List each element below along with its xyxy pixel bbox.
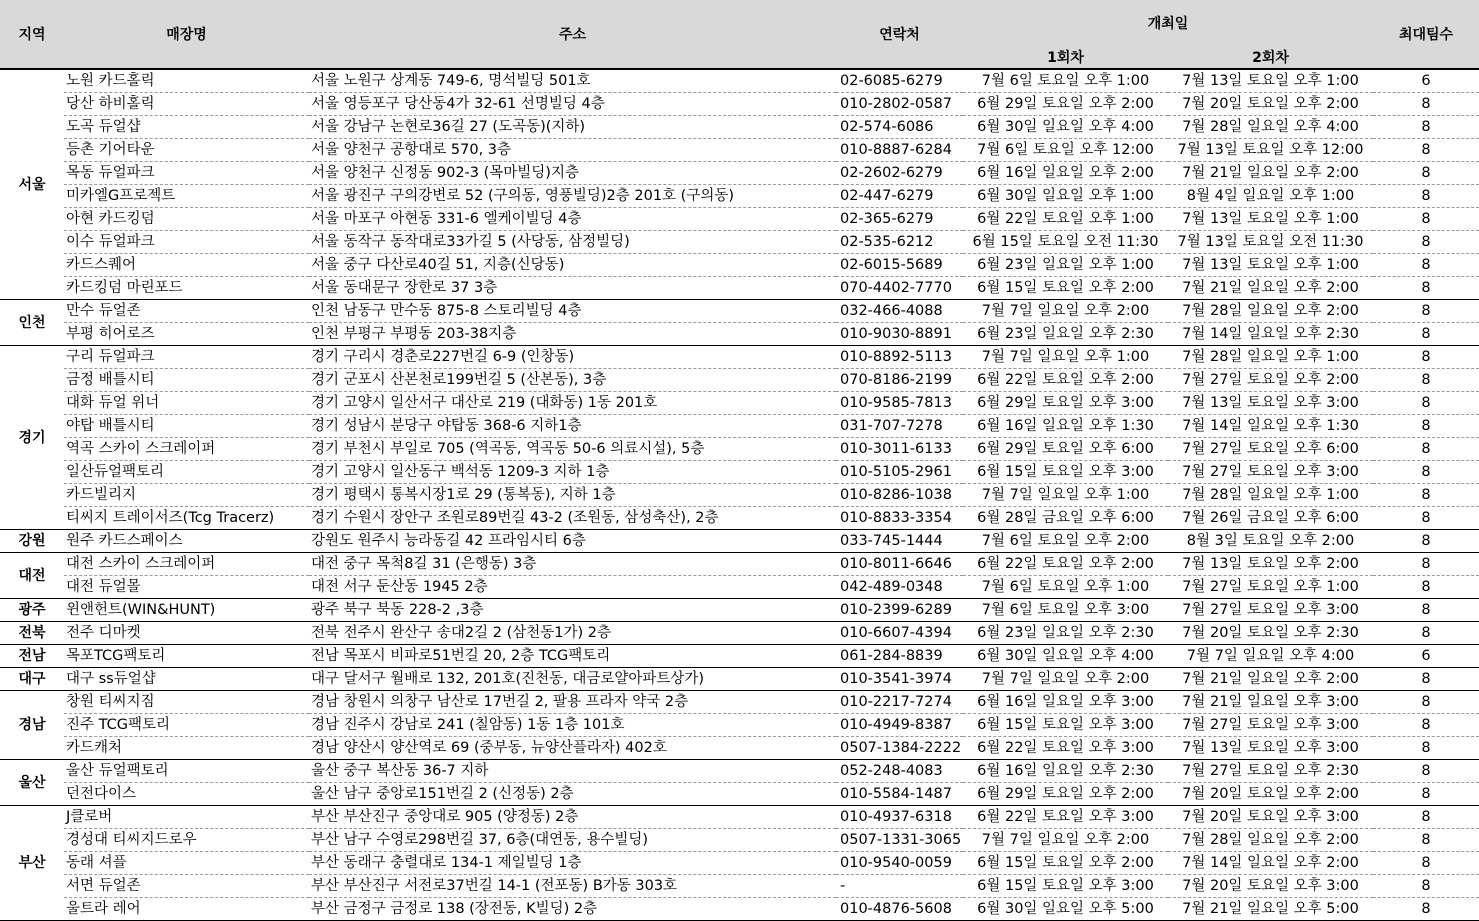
round1-date-cell: 6월 22일 토요일 오후 2:00 [963,553,1168,576]
address-cell: 경기 평택시 통복시장1로 29 (통복동), 지하 1층 [309,484,836,507]
phone-cell: 042-489-0348 [836,576,963,599]
header-region: 지역 [0,0,64,69]
table-row [0,507,1479,530]
address-cell: 서울 동작구 동작대로33가길 5 (사당동, 삼정빌딩) [309,231,836,254]
max-teams-cell: 8 [1373,737,1479,760]
region-cell: 부산 [0,806,64,921]
round1-date-cell: 6월 30일 일요일 오후 4:00 [963,645,1168,668]
address-cell: 인천 부평구 부평동 203-38지층 [309,323,836,346]
store-cell: 부평 히어로즈 [64,323,309,346]
store-cell: 대화 듀얼 위너 [64,392,309,415]
region-cell: 경남 [0,691,64,760]
round2-date-cell: 7월 21일 일요일 오후 3:00 [1168,691,1373,714]
round1-date-cell: 6월 16일 일요일 오후 2:00 [963,162,1168,185]
round1-date-cell: 7월 6일 토요일 오후 1:00 [963,576,1168,599]
round2-date-cell: 7월 21일 일요일 오후 2:00 [1168,277,1373,300]
address-cell: 경기 구리시 경춘로227번길 6-9 (인창동) [309,346,836,369]
store-cell: 서면 듀얼존 [64,875,309,898]
address-cell: 부산 동래구 충렬대로 134-1 제일빌딩 1층 [309,852,836,875]
store-cell: 역곡 스카이 스크레이퍼 [64,438,309,461]
table-row [0,691,1479,714]
round1-date-cell: 6월 22일 토요일 오후 3:00 [963,737,1168,760]
max-teams-cell: 8 [1373,139,1479,162]
round1-date-cell: 6월 23일 일요일 오후 1:00 [963,254,1168,277]
max-teams-cell: 8 [1373,783,1479,806]
round1-date-cell: 6월 29일 토요일 오후 2:00 [963,783,1168,806]
max-teams-cell: 8 [1373,369,1479,392]
address-cell: 울산 중구 복산동 36-7 지하 [309,760,836,783]
address-cell: 대전 중구 목척8길 31 (은행동) 3층 [309,553,836,576]
region-cell: 서울 [0,69,64,300]
address-cell: 경기 성남시 분당구 야탑동 368-6 지하1층 [309,415,836,438]
round2-date-cell: 7월 28일 일요일 오후 2:00 [1168,300,1373,323]
phone-cell: 010-9540-0059 [836,852,963,875]
round2-date-cell: 7월 20일 토요일 오후 3:00 [1168,875,1373,898]
round2-date-cell: 7월 27일 토요일 오후 3:00 [1168,714,1373,737]
table-row [0,254,1479,277]
phone-cell: 02-365-6279 [836,208,963,231]
address-cell: 서울 동대문구 장한로 37 3층 [309,277,836,300]
table-row [0,438,1479,461]
round2-date-cell: 8월 4일 일요일 오후 1:00 [1168,185,1373,208]
address-cell: 서울 광진구 구의강변로 52 (구의동, 영풍빌딩)2층 201호 (구의동) [309,185,836,208]
round1-date-cell: 6월 15일 토요일 오후 2:00 [963,852,1168,875]
header-contact: 연락처 [836,0,963,69]
phone-cell: 02-447-6279 [836,185,963,208]
phone-cell: 010-3011-6133 [836,438,963,461]
table-row [0,783,1479,806]
region-cell: 경기 [0,346,64,530]
phone-cell: 010-6607-4394 [836,622,963,645]
store-cell: 울트라 레어 [64,898,309,921]
round2-date-cell: 7월 27일 토요일 오후 3:00 [1168,461,1373,484]
phone-cell: 033-745-1444 [836,530,963,553]
round1-date-cell: 6월 16일 일요일 오후 1:30 [963,415,1168,438]
round1-date-cell: 6월 16일 일요일 오후 2:30 [963,760,1168,783]
phone-cell: 010-8887-6284 [836,139,963,162]
table-row [0,806,1479,829]
round1-date-cell: 6월 15일 토요일 오후 2:00 [963,277,1168,300]
store-cell: J클로버 [64,806,309,829]
round1-date-cell: 6월 29일 토요일 오후 6:00 [963,438,1168,461]
phone-cell: 0507-1331-3065 [836,829,963,852]
round2-date-cell: 7월 14일 일요일 오후 1:30 [1168,415,1373,438]
max-teams-cell: 8 [1373,852,1479,875]
max-teams-cell: 8 [1373,576,1479,599]
table-row [0,93,1479,116]
round1-date-cell: 7월 7일 일요일 오후 1:00 [963,484,1168,507]
store-cell: 도곡 듀얼샵 [64,116,309,139]
max-teams-cell: 8 [1373,691,1479,714]
phone-cell: 010-4949-8387 [836,714,963,737]
round2-date-cell: 7월 21일 일요일 오후 5:00 [1168,898,1373,921]
store-cell: 카드캐처 [64,737,309,760]
max-teams-cell: 8 [1373,116,1479,139]
region-cell: 전북 [0,622,64,645]
address-cell: 강원도 원주시 능라동길 42 프라임시티 6층 [309,530,836,553]
phone-cell: 02-574-6086 [836,116,963,139]
phone-cell: 070-4402-7770 [836,277,963,300]
address-cell: 부산 금정구 금정로 138 (장전동, K빌딩) 2층 [309,898,836,921]
max-teams-cell: 8 [1373,162,1479,185]
max-teams-cell: 8 [1373,507,1479,530]
round2-date-cell: 7월 21일 일요일 오후 2:00 [1168,162,1373,185]
phone-cell: 010-4876-5608 [836,898,963,921]
round1-date-cell: 6월 28일 금요일 오후 6:00 [963,507,1168,530]
phone-cell: 010-9585-7813 [836,392,963,415]
table-row [0,714,1479,737]
address-cell: 경남 양산시 양산역로 69 (중부동, 뉴양산플라자) 402호 [309,737,836,760]
table-row [0,645,1479,668]
round1-date-cell: 6월 15일 토요일 오후 3:00 [963,714,1168,737]
table-row [0,369,1479,392]
phone-cell: 010-9030-8891 [836,323,963,346]
phone-cell: 02-6085-6279 [836,69,963,93]
max-teams-cell: 8 [1373,93,1479,116]
address-cell: 서울 영등포구 당산동4가 32-61 선명빌딩 4층 [309,93,836,116]
store-cell: 진주 TCG팩토리 [64,714,309,737]
header-max-teams: 최대팀수 [1373,0,1479,69]
max-teams-cell: 6 [1373,645,1479,668]
address-cell: 경남 진주시 강남로 241 (칠암동) 1동 1층 101호 [309,714,836,737]
phone-cell: 052-248-4083 [836,760,963,783]
address-cell: 서울 양천구 공항대로 570, 3층 [309,139,836,162]
table-row [0,346,1479,369]
round2-date-cell: 7월 27일 토요일 오후 3:00 [1168,599,1373,622]
store-cell: 등촌 기어타운 [64,139,309,162]
max-teams-cell: 8 [1373,714,1479,737]
phone-cell: 010-5584-1487 [836,783,963,806]
max-teams-cell: 8 [1373,622,1479,645]
table-row [0,139,1479,162]
round1-date-cell: 6월 30일 일요일 오후 5:00 [963,898,1168,921]
table-row [0,898,1479,921]
round1-date-cell: 6월 23일 일요일 오후 2:30 [963,323,1168,346]
region-cell: 광주 [0,599,64,622]
phone-cell: 070-8186-2199 [836,369,963,392]
round1-date-cell: 6월 29일 토요일 오후 3:00 [963,392,1168,415]
round1-date-cell: 6월 15일 토요일 오전 11:30 [963,231,1168,254]
phone-cell: 010-8286-1038 [836,484,963,507]
max-teams-cell: 8 [1373,208,1479,231]
header-store: 매장명 [64,0,309,69]
table-row [0,231,1479,254]
round2-date-cell: 7월 27일 토요일 오후 2:30 [1168,760,1373,783]
address-cell: 인천 남동구 만수동 875-8 스토리빌딩 4층 [309,300,836,323]
header-address: 주소 [309,0,836,69]
store-cell: 카드스퀘어 [64,254,309,277]
store-cell: 일산듀얼팩토리 [64,461,309,484]
round1-date-cell: 7월 7일 일요일 오후 1:00 [963,346,1168,369]
store-cell: 아현 카드킹덤 [64,208,309,231]
phone-cell: 02-2602-6279 [836,162,963,185]
max-teams-cell: 8 [1373,829,1479,852]
table-row [0,300,1479,323]
table-row [0,737,1479,760]
max-teams-cell: 8 [1373,231,1479,254]
round2-date-cell: 7월 13일 토요일 오후 2:00 [1168,553,1373,576]
phone-cell: 010-8011-6646 [836,553,963,576]
table-row [0,576,1479,599]
store-cell: 이수 듀얼파크 [64,231,309,254]
store-cell: 목포TCG팩토리 [64,645,309,668]
table-row [0,415,1479,438]
table-row [0,392,1479,415]
round2-date-cell: 7월 20일 토요일 오후 3:00 [1168,806,1373,829]
round2-date-cell: 7월 7일 일요일 오후 4:00 [1168,645,1373,668]
max-teams-cell: 8 [1373,898,1479,921]
address-cell: 울산 남구 중앙로151번길 2 (신정동) 2층 [309,783,836,806]
max-teams-cell: 8 [1373,185,1479,208]
table-row [0,760,1479,783]
max-teams-cell: 8 [1373,530,1479,553]
round1-date-cell: 6월 22일 토요일 오후 1:00 [963,208,1168,231]
table-row [0,208,1479,231]
address-cell: 전북 전주시 완산구 송대2길 2 (삼천동1가) 2층 [309,622,836,645]
address-cell: 서울 강남구 논현로36길 27 (도곡동)(지하) [309,116,836,139]
store-cell: 대전 듀얼몰 [64,576,309,599]
round2-date-cell: 7월 21일 일요일 오후 2:00 [1168,668,1373,691]
store-cell: 동래 셔플 [64,852,309,875]
store-cell: 금정 배틀시티 [64,369,309,392]
round1-date-cell: 7월 6일 토요일 오후 2:00 [963,530,1168,553]
address-cell: 대전 서구 둔산동 1945 2층 [309,576,836,599]
max-teams-cell: 8 [1373,668,1479,691]
store-cell: 카드킹덤 마린포드 [64,277,309,300]
round1-date-cell: 7월 6일 토요일 오후 12:00 [963,139,1168,162]
address-cell: 전남 목포시 비파로51번길 20, 2층 TCG팩토리 [309,645,836,668]
header-round-2: 2회차 [1168,45,1373,69]
address-cell: 서울 마포구 아현동 331-6 엘케이빌딩 4층 [309,208,836,231]
phone-cell: - [836,875,963,898]
address-cell: 경기 고양시 일산동구 백석동 1209-3 지하 1층 [309,461,836,484]
phone-cell: 010-8892-5113 [836,346,963,369]
round2-date-cell: 7월 27일 토요일 오후 1:00 [1168,576,1373,599]
store-cell: 야탑 배틀시티 [64,415,309,438]
header-round-1: 1회차 [963,45,1168,69]
store-cell: 창원 티씨지짐 [64,691,309,714]
max-teams-cell: 8 [1373,346,1479,369]
store-cell: 노원 카드홀릭 [64,69,309,93]
round1-date-cell: 6월 15일 토요일 오후 3:00 [963,461,1168,484]
max-teams-cell: 8 [1373,760,1479,783]
store-cell: 전주 디마켓 [64,622,309,645]
store-cell: 경성대 티씨지드로우 [64,829,309,852]
round1-date-cell: 6월 16일 일요일 오후 3:00 [963,691,1168,714]
address-cell: 서울 양천구 신정동 902-3 (목마빌딩)지층 [309,162,836,185]
store-cell: 대구 ss듀얼샵 [64,668,309,691]
region-cell: 대구 [0,668,64,691]
region-cell: 대전 [0,553,64,599]
table-row [0,622,1479,645]
store-cell: 목동 듀얼파크 [64,162,309,185]
table-row [0,116,1479,139]
round1-date-cell: 7월 7일 일요일 오후 2:00 [963,300,1168,323]
phone-cell: 02-6015-5689 [836,254,963,277]
max-teams-cell: 8 [1373,875,1479,898]
table-body [0,69,1479,921]
table-row [0,461,1479,484]
round2-date-cell: 7월 14일 일요일 오후 2:00 [1168,852,1373,875]
address-cell: 부산 부산진구 서전로37번길 14-1 (전포동) B가동 303호 [309,875,836,898]
table-row [0,323,1479,346]
round1-date-cell: 7월 7일 일요일 오후 2:00 [963,668,1168,691]
round1-date-cell: 6월 23일 일요일 오후 2:30 [963,622,1168,645]
address-cell: 경기 수원시 장안구 조원로89번길 43-2 (조원동, 삼성축산), 2층 [309,507,836,530]
round2-date-cell: 7월 28일 일요일 오후 1:00 [1168,484,1373,507]
store-cell: 티씨지 트레이서즈(Tcg Tracerz) [64,507,309,530]
phone-cell: 032-466-4088 [836,300,963,323]
region-cell: 강원 [0,530,64,553]
table-header [0,0,1479,69]
phone-cell: 031-707-7278 [836,415,963,438]
address-cell: 경기 부천시 부일로 705 (역곡동, 역곡동 50-6 의료시설), 5층 [309,438,836,461]
address-cell: 서울 중구 다산로40길 51, 지층(신당동) [309,254,836,277]
address-cell: 광주 북구 북동 228-2 ,3층 [309,599,836,622]
table-row [0,530,1479,553]
region-cell: 전남 [0,645,64,668]
max-teams-cell: 8 [1373,599,1479,622]
address-cell: 서울 노원구 상계동 749-6, 명석빌딩 501호 [309,69,836,93]
table-row [0,852,1479,875]
round1-date-cell: 6월 22일 토요일 오후 3:00 [963,806,1168,829]
store-cell: 카드빌리지 [64,484,309,507]
round1-date-cell: 6월 29일 토요일 오후 2:00 [963,93,1168,116]
store-cell: 윈앤헌트(WIN&HUNT) [64,599,309,622]
table-row [0,875,1479,898]
address-cell: 경남 창원시 의창구 남산로 17번길 2, 팔용 프라자 약국 2층 [309,691,836,714]
round2-date-cell: 7월 13일 토요일 오후 1:00 [1168,208,1373,231]
round1-date-cell: 6월 22일 토요일 오후 2:00 [963,369,1168,392]
store-cell: 만수 듀얼존 [64,300,309,323]
max-teams-cell: 8 [1373,461,1479,484]
table-row [0,599,1479,622]
round2-date-cell: 7월 13일 토요일 오전 11:30 [1168,231,1373,254]
round1-date-cell: 7월 7일 일요일 오후 2:00 [963,829,1168,852]
round1-date-cell: 6월 30일 일요일 오후 1:00 [963,185,1168,208]
region-cell: 울산 [0,760,64,806]
header-dates: 개최일 [963,0,1373,45]
table-row [0,162,1479,185]
phone-cell: 0507-1384-2222 [836,737,963,760]
round2-date-cell: 7월 26일 금요일 오후 6:00 [1168,507,1373,530]
store-cell: 당산 하비홀릭 [64,93,309,116]
phone-cell: 02-535-6212 [836,231,963,254]
phone-cell: 010-3541-3974 [836,668,963,691]
phone-cell: 010-2399-6289 [836,599,963,622]
address-cell: 대구 달서구 월배로 132, 201호(진천동, 대금로얄아파트상가) [309,668,836,691]
round2-date-cell: 7월 28일 일요일 오후 2:00 [1168,829,1373,852]
store-cell: 미카엘G프로젝트 [64,185,309,208]
store-cell: 구리 듀얼파크 [64,346,309,369]
region-cell: 인천 [0,300,64,346]
max-teams-cell: 8 [1373,438,1479,461]
round2-date-cell: 7월 20일 토요일 오후 2:00 [1168,93,1373,116]
store-cell: 울산 듀얼팩토리 [64,760,309,783]
round1-date-cell: 6월 15일 토요일 오후 3:00 [963,875,1168,898]
table-row [0,553,1479,576]
max-teams-cell: 8 [1373,392,1479,415]
round2-date-cell: 7월 27일 토요일 오후 6:00 [1168,438,1373,461]
round2-date-cell: 7월 27일 토요일 오후 2:00 [1168,369,1373,392]
round2-date-cell: 7월 13일 토요일 오후 1:00 [1168,69,1373,93]
phone-cell: 061-284-8839 [836,645,963,668]
max-teams-cell: 8 [1373,553,1479,576]
table-row [0,668,1479,691]
round1-date-cell: 7월 6일 토요일 오후 1:00 [963,69,1168,93]
round1-date-cell: 7월 6일 토요일 오후 3:00 [963,599,1168,622]
phone-cell: 010-5105-2961 [836,461,963,484]
address-cell: 경기 군포시 산본천로199번길 5 (산본동), 3층 [309,369,836,392]
round2-date-cell: 7월 28일 일요일 오후 4:00 [1168,116,1373,139]
phone-cell: 010-2802-0587 [836,93,963,116]
round1-date-cell: 6월 30일 일요일 오후 4:00 [963,116,1168,139]
phone-cell: 010-4937-6318 [836,806,963,829]
table-row [0,185,1479,208]
store-cell: 대전 스카이 스크레이퍼 [64,553,309,576]
max-teams-cell: 8 [1373,484,1479,507]
store-cell: 던전다이스 [64,783,309,806]
round2-date-cell: 7월 14일 일요일 오후 2:30 [1168,323,1373,346]
table-row [0,484,1479,507]
round2-date-cell: 7월 28일 일요일 오후 1:00 [1168,346,1373,369]
phone-cell: 010-8833-3354 [836,507,963,530]
round2-date-cell: 7월 20일 토요일 오후 2:30 [1168,622,1373,645]
round2-date-cell: 8월 3일 토요일 오후 2:00 [1168,530,1373,553]
store-cell: 원주 카드스페이스 [64,530,309,553]
table-row [0,277,1479,300]
round2-date-cell: 7월 13일 토요일 오후 3:00 [1168,392,1373,415]
max-teams-cell: 8 [1373,806,1479,829]
max-teams-cell: 8 [1373,323,1479,346]
round2-date-cell: 7월 13일 토요일 오후 12:00 [1168,139,1373,162]
table-row [0,69,1479,93]
round2-date-cell: 7월 20일 토요일 오후 2:00 [1168,783,1373,806]
round2-date-cell: 7월 13일 토요일 오후 3:00 [1168,737,1373,760]
max-teams-cell: 8 [1373,277,1479,300]
max-teams-cell: 8 [1373,415,1479,438]
round2-date-cell: 7월 13일 토요일 오후 1:00 [1168,254,1373,277]
phone-cell: 010-2217-7274 [836,691,963,714]
table-row [0,829,1479,852]
max-teams-cell: 8 [1373,300,1479,323]
max-teams-cell: 8 [1373,254,1479,277]
address-cell: 부산 남구 수영로298번길 37, 6층(대연동, 용수빌딩) [309,829,836,852]
address-cell: 경기 고양시 일산서구 대산로 219 (대화동) 1동 201호 [309,392,836,415]
max-teams-cell: 6 [1373,69,1479,93]
address-cell: 부산 부산진구 중앙대로 905 (양정동) 2층 [309,806,836,829]
